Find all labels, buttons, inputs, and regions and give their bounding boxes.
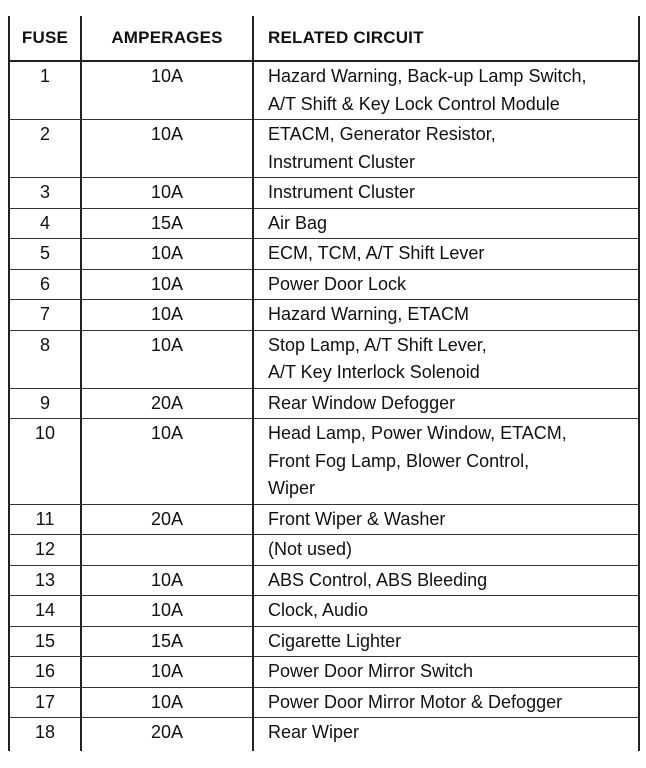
fuse-number: 13 bbox=[9, 565, 81, 596]
circuit-line: Wiper bbox=[268, 478, 316, 498]
fuse-number: 1 bbox=[9, 61, 81, 120]
fuse-number: 4 bbox=[9, 208, 81, 239]
table-row bbox=[9, 596, 639, 627]
circuit-line: Instrument Cluster bbox=[268, 151, 416, 172]
related-circuit bbox=[253, 208, 639, 239]
amperage: 15A bbox=[81, 208, 253, 239]
fuse-number: 6 bbox=[9, 269, 81, 300]
amperage: 10A bbox=[81, 596, 253, 627]
fuse-number: 9 bbox=[9, 388, 81, 419]
circuit-line: Hazard Warning, Back-up Lamp Switch, bbox=[268, 66, 587, 86]
table-row bbox=[9, 657, 639, 688]
circuit-line: Clock, Audio bbox=[268, 600, 369, 620]
amperage: 10A bbox=[81, 120, 253, 178]
circuit-line: Rear Window Defogger bbox=[268, 392, 456, 413]
table-row bbox=[9, 626, 639, 657]
related-circuit bbox=[253, 300, 639, 331]
circuit-line: Cigarette Lighter bbox=[268, 630, 402, 651]
table-body bbox=[9, 61, 639, 751]
fuse-number: 18 bbox=[9, 718, 81, 752]
amperage: 10A bbox=[81, 657, 253, 688]
table-row bbox=[9, 419, 639, 505]
table-row bbox=[9, 388, 639, 419]
amperage: 10A bbox=[81, 239, 253, 270]
table-row bbox=[9, 61, 639, 120]
related-circuit bbox=[253, 419, 639, 505]
amperage: 10A bbox=[81, 61, 253, 120]
related-circuit bbox=[253, 535, 639, 566]
amperage: 20A bbox=[81, 718, 253, 752]
related-circuit bbox=[253, 61, 639, 120]
circuit-line: Stop Lamp, A/T Shift Lever, bbox=[268, 334, 487, 355]
related-circuit bbox=[253, 178, 639, 209]
amperage: 10A bbox=[81, 419, 253, 505]
table-row bbox=[9, 300, 639, 331]
related-circuit bbox=[253, 565, 639, 596]
amperage: 10A bbox=[81, 330, 253, 388]
amperage: 10A bbox=[81, 178, 253, 209]
header-fuse: FUSE bbox=[9, 16, 81, 61]
header-row bbox=[9, 16, 639, 61]
table-row bbox=[9, 718, 639, 752]
circuit-line: (Not used) bbox=[268, 539, 353, 559]
related-circuit bbox=[253, 657, 639, 688]
related-circuit bbox=[253, 596, 639, 627]
table-row bbox=[9, 330, 639, 388]
table-row bbox=[9, 687, 639, 718]
amperage bbox=[81, 535, 253, 566]
circuit-line: Rear Wiper bbox=[268, 722, 360, 742]
table-row bbox=[9, 239, 639, 270]
fuse-number: 3 bbox=[9, 178, 81, 209]
circuit-line: Power Door Mirror Motor & Defogger bbox=[268, 691, 563, 712]
amperage: 10A bbox=[81, 300, 253, 331]
table-row bbox=[9, 269, 639, 300]
circuit-line: Power Door Mirror Switch bbox=[268, 661, 474, 681]
circuit-line: Power Door Lock bbox=[268, 273, 407, 294]
header-amperages: AMPERAGES bbox=[81, 16, 253, 61]
amperage: 10A bbox=[81, 269, 253, 300]
fuse-number: 12 bbox=[9, 535, 81, 566]
amperage: 15A bbox=[81, 626, 253, 657]
related-circuit bbox=[253, 330, 639, 388]
fuse-number: 15 bbox=[9, 626, 81, 657]
circuit-line: ECM, TCM, A/T Shift Lever bbox=[268, 243, 485, 263]
table-row bbox=[9, 208, 639, 239]
amperage: 20A bbox=[81, 388, 253, 419]
circuit-line: Front Fog Lamp, Blower Control, bbox=[268, 450, 530, 471]
fuse-number: 10 bbox=[9, 419, 81, 505]
header-related-circuit: RELATED CIRCUIT bbox=[253, 16, 639, 61]
circuit-line: Instrument Cluster bbox=[268, 182, 416, 202]
related-circuit bbox=[253, 120, 639, 178]
related-circuit bbox=[253, 239, 639, 270]
fuse-table bbox=[8, 16, 640, 751]
table-row bbox=[9, 178, 639, 209]
circuit-line: A/T Key Interlock Solenoid bbox=[268, 362, 480, 382]
circuit-line: A/T Shift & Key Lock Control Module bbox=[268, 93, 560, 114]
fuse-number: 2 bbox=[9, 120, 81, 178]
circuit-line: ABS Control, ABS Bleeding bbox=[268, 569, 488, 590]
related-circuit bbox=[253, 687, 639, 718]
amperage: 10A bbox=[81, 687, 253, 718]
fuse-number: 16 bbox=[9, 657, 81, 688]
fuse-number: 17 bbox=[9, 687, 81, 718]
fuse-number: 14 bbox=[9, 596, 81, 627]
fuse-number: 5 bbox=[9, 239, 81, 270]
circuit-line: Hazard Warning, ETACM bbox=[268, 304, 470, 324]
circuit-line: ETACM, Generator Resistor, bbox=[268, 124, 496, 144]
table-row bbox=[9, 504, 639, 535]
table-row bbox=[9, 535, 639, 566]
table-row bbox=[9, 120, 639, 178]
circuit-line: Front Wiper & Washer bbox=[268, 508, 446, 529]
fuse-number: 7 bbox=[9, 300, 81, 331]
related-circuit bbox=[253, 269, 639, 300]
related-circuit bbox=[253, 504, 639, 535]
related-circuit bbox=[253, 388, 639, 419]
related-circuit bbox=[253, 718, 639, 752]
fuse-number: 11 bbox=[9, 504, 81, 535]
fuse-number: 8 bbox=[9, 330, 81, 388]
amperage: 10A bbox=[81, 565, 253, 596]
circuit-line: Head Lamp, Power Window, ETACM, bbox=[268, 423, 567, 443]
table-row bbox=[9, 565, 639, 596]
circuit-line: Air Bag bbox=[268, 212, 328, 233]
related-circuit bbox=[253, 626, 639, 657]
amperage: 20A bbox=[81, 504, 253, 535]
